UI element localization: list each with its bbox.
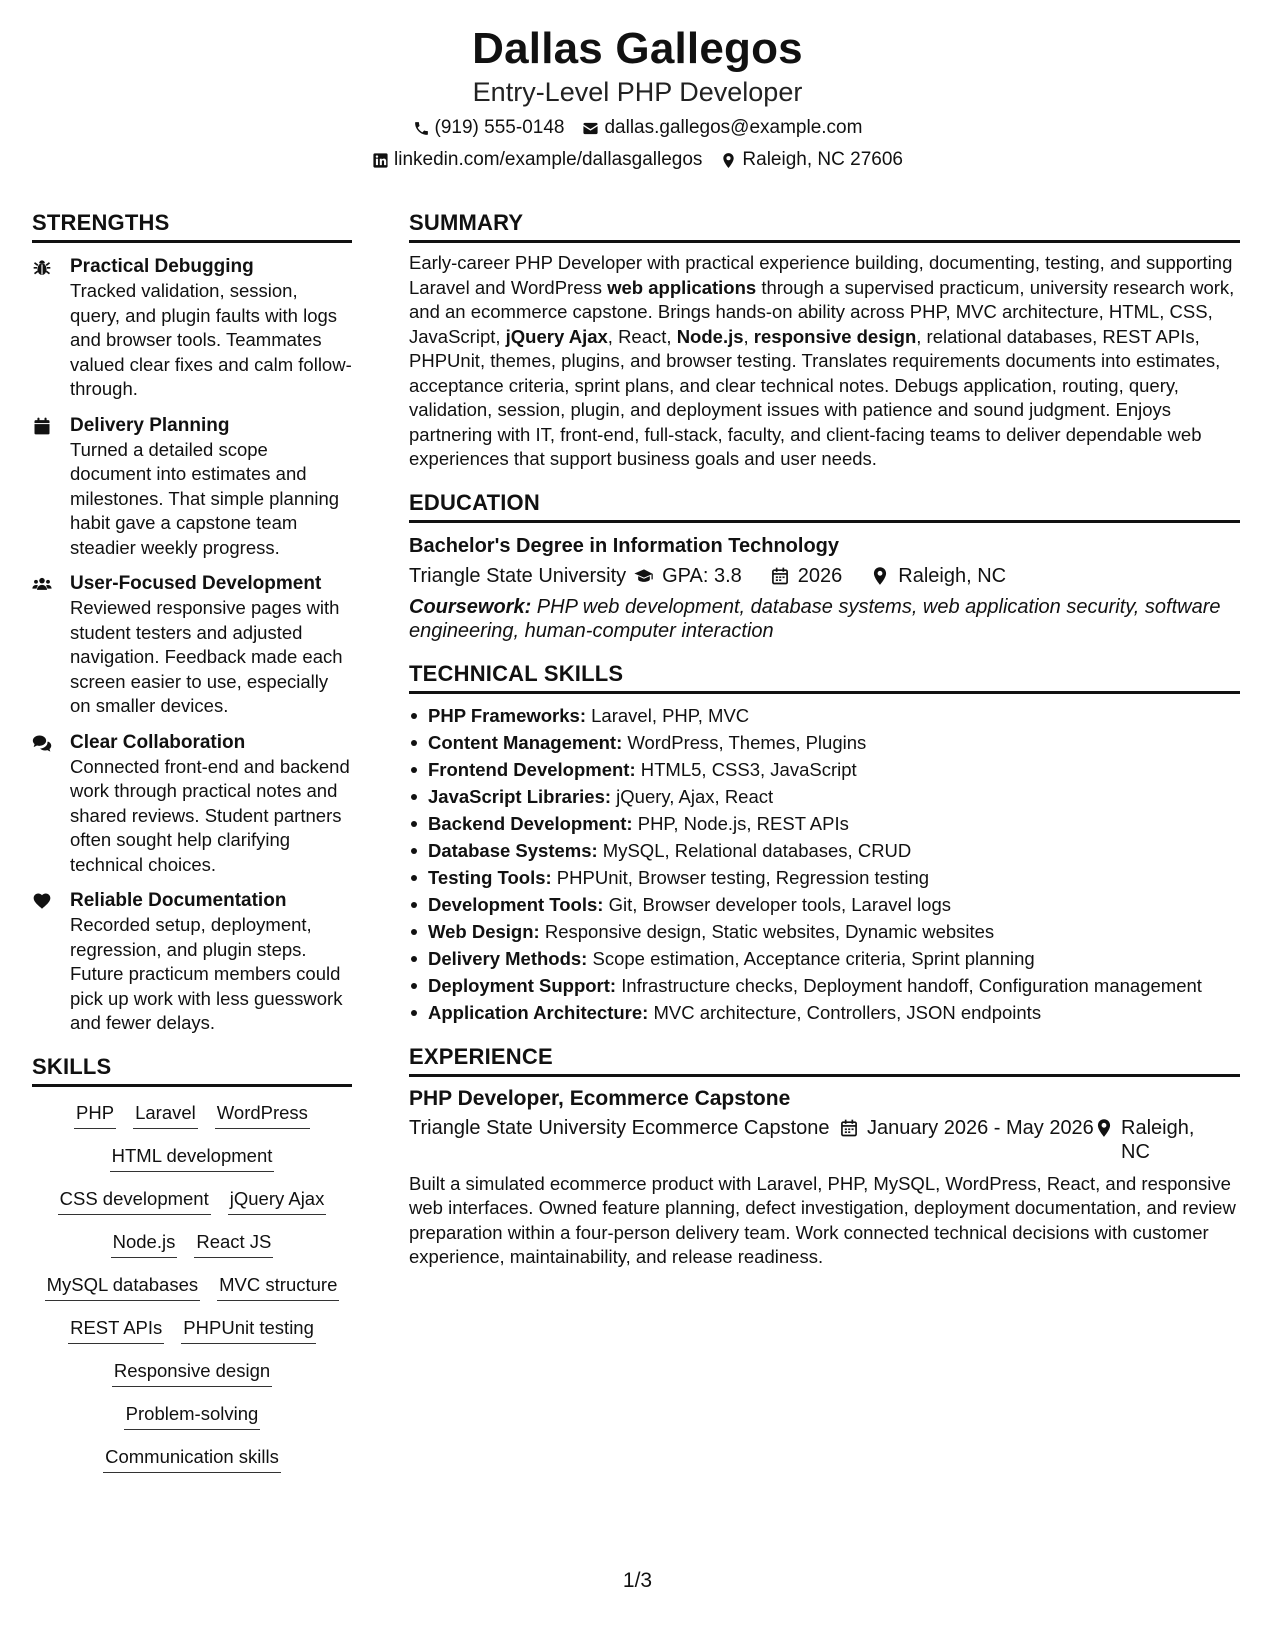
graduation-year: 2026 xyxy=(797,564,843,587)
experience-heading: EXPERIENCE xyxy=(409,1044,1240,1077)
skill-tag: WordPress xyxy=(215,1101,310,1129)
strengths-heading: STRENGTHS xyxy=(32,210,352,243)
skill-tag: Laravel xyxy=(133,1101,198,1129)
phone-icon xyxy=(413,120,430,137)
right-column xyxy=(409,210,1240,1270)
envelope-icon xyxy=(582,120,599,137)
skill-tag: Responsive design xyxy=(112,1359,272,1387)
strength-item xyxy=(32,255,352,402)
job-location xyxy=(1094,1116,1204,1164)
job-dates xyxy=(839,1116,1094,1164)
list-item: Deployment Support: Infrastructure checks, Deployment handoff, Configuration management xyxy=(409,972,1240,999)
coursework xyxy=(409,595,1240,643)
job-meta xyxy=(409,1116,1240,1164)
map-pin-icon xyxy=(1094,1118,1114,1138)
list-item: Content Management: WordPress, Themes, Plugins xyxy=(409,729,1240,756)
candidate-name: Dallas Gallegos xyxy=(472,24,803,73)
school-location: Raleigh, NC xyxy=(898,564,1007,587)
skill-tag: Communication skills xyxy=(103,1445,281,1473)
email-contact[interactable] xyxy=(582,116,862,140)
skill-tag: REST APIs xyxy=(68,1316,164,1344)
strength-title: User-Focused Development xyxy=(70,573,322,594)
email-text: dallas.gallegos@example.com xyxy=(604,117,863,138)
calendar-icon xyxy=(32,416,52,436)
list-item: Database Systems: MySQL, Relational databases, CRUD xyxy=(409,837,1240,864)
degree-title: Bachelor's Degree in Information Technology xyxy=(409,534,840,557)
bug-icon xyxy=(32,257,52,277)
resume-header xyxy=(0,22,1275,172)
skill-tag: MySQL databases xyxy=(45,1273,201,1301)
strength-title: Practical Debugging xyxy=(70,256,254,277)
skill-tag: MVC structure xyxy=(217,1273,339,1301)
phone-contact xyxy=(413,116,565,140)
map-pin-icon xyxy=(720,152,737,169)
school-name: Triangle State University xyxy=(409,564,627,587)
summary-heading: SUMMARY xyxy=(409,210,1240,243)
heart-icon xyxy=(32,891,52,911)
skills-heading: SKILLS xyxy=(32,1054,352,1087)
strength-item xyxy=(32,889,352,1036)
skill-tag: Node.js xyxy=(111,1230,178,1258)
contact-row-1 xyxy=(0,116,1275,140)
skill-tag: PHPUnit testing xyxy=(181,1316,316,1344)
skill-tag: HTML development xyxy=(110,1144,275,1172)
list-item: Development Tools: Git, Browser developer tools, Laravel logs xyxy=(409,891,1240,918)
phone-text: (919) 555-0148 xyxy=(434,117,565,138)
job-organization: Triangle State University Ecommerce Capstone xyxy=(409,1116,830,1139)
job-date-text: January 2026 - May 2026 xyxy=(867,1116,1094,1139)
linkedin-icon xyxy=(372,152,389,169)
list-item: Testing Tools: PHPUnit, Browser testing, Regression testing xyxy=(409,864,1240,891)
skill-tag: jQuery Ajax xyxy=(228,1187,327,1215)
comments-icon xyxy=(32,733,52,753)
job-location-text: Raleigh, NC xyxy=(1121,1116,1195,1163)
map-pin-icon xyxy=(870,566,890,586)
list-item: Frontend Development: HTML5, CSS3, JavaScript xyxy=(409,756,1240,783)
strength-description: Tracked validation, session, query, and plugin faults with logs and browser tools. Teammates valued clear fixes and calm follow-through. xyxy=(70,280,352,399)
skill-tag: PHP xyxy=(74,1101,116,1129)
left-column xyxy=(32,210,352,1473)
strength-item xyxy=(32,572,352,719)
technical-skills-list xyxy=(409,702,1240,1026)
calendar-icon xyxy=(770,566,790,586)
strength-item xyxy=(32,731,352,878)
education-details xyxy=(409,562,1240,590)
strength-description: Turned a detailed scope document into estimates and milestones. That simple planning habit gave a capstone team steadier weekly progress. xyxy=(70,438,340,558)
strength-item xyxy=(32,414,352,561)
location-text: Raleigh, NC 27606 xyxy=(742,149,903,170)
strength-title: Delivery Planning xyxy=(70,414,230,436)
list-item: Backend Development: PHP, Node.js, REST APIs xyxy=(409,810,1240,837)
education-heading: EDUCATION xyxy=(409,490,1240,523)
strength-description: Reviewed responsive pages with student testers and adjusted navigation. Feedback made each screen easier to use, especially on smaller devices. xyxy=(70,597,343,716)
skill-tag: Problem-solving xyxy=(124,1402,261,1430)
users-icon xyxy=(32,574,52,594)
calendar-icon xyxy=(839,1118,859,1138)
strength-description: Recorded setup, deployment, regression, and plugin steps. Future practicum members could pick up work with less guesswork and fewer delays. xyxy=(70,914,343,1033)
skills-cloud xyxy=(32,1101,352,1473)
strength-title: Clear Collaboration xyxy=(70,731,246,753)
coursework-label: Coursework: xyxy=(409,595,532,618)
job-title: Entry-Level PHP Developer xyxy=(472,77,803,107)
list-item: Web Design: Responsive design, Static websites, Dynamic websites xyxy=(409,918,1240,945)
linkedin-text: linkedin.com/example/dallasgallegos xyxy=(394,149,703,170)
gpa-text: GPA: 3.8 xyxy=(662,564,742,587)
strength-description: Connected front-end and backend work through practical notes and shared reviews. Student partners often sought help clarifying technical choices. xyxy=(70,755,350,875)
job-description: Built a simulated ecommerce product with Laravel, PHP, MySQL, WordPress, React, and responsive web interfaces. Owned feature planning, defect investigation, deployment documentation, and review preparation within a four-person delivery team. Work connected technical decisions with customer experience, maintainability, and release readiness. xyxy=(409,1172,1236,1267)
summary-text: Early-career PHP Developer with practical experience building, documenting, testing, and supporting Laravel and WordPress web applications through a supervised practicum, university research work, and an ecommerce capstone. Brings hands-on ability across PHP, MVC architecture, HTML, CSS, JavaScript, jQuery Ajax, React, Node.js, responsive design, relational databases, REST APIs, PHPUnit, themes, plugins, and browser testing. Translates requirements documents into estimates, acceptance criteria, sprint plans, and clear technical notes. Debugs application, routing, query, validation, session, plugin, and deployment issues with patience and sound judgment. Enjoys partnering with IT, front-end, full-stack, faculty, and client-facing teams to deliver dependable web experiences that support business goals and user needs. xyxy=(409,252,1235,469)
linkedin-contact[interactable] xyxy=(372,148,702,172)
page-number: 1/3 xyxy=(622,1569,653,1592)
job-title: PHP Developer, Ecommerce Capstone xyxy=(409,1086,791,1110)
list-item: Application Architecture: MVC architecture, Controllers, JSON endpoints xyxy=(409,999,1240,1026)
contact-row-2 xyxy=(0,148,1275,172)
technical-skills-heading: TECHNICAL SKILLS xyxy=(409,661,1240,694)
skill-tag: CSS development xyxy=(58,1187,211,1215)
list-item: PHP Frameworks: Laravel, PHP, MVC xyxy=(409,702,1240,729)
list-item: Delivery Methods: Scope estimation, Acceptance criteria, Sprint planning xyxy=(409,945,1240,972)
strength-title: Reliable Documentation xyxy=(70,890,287,911)
list-item: JavaScript Libraries: jQuery, Ajax, React xyxy=(409,783,1240,810)
coursework-text: PHP web development, database systems, web application security, software engineering, human-computer interaction xyxy=(409,595,1221,642)
location-contact xyxy=(720,148,903,172)
graduation-cap-icon xyxy=(634,566,654,586)
skill-tag: React JS xyxy=(194,1230,273,1258)
